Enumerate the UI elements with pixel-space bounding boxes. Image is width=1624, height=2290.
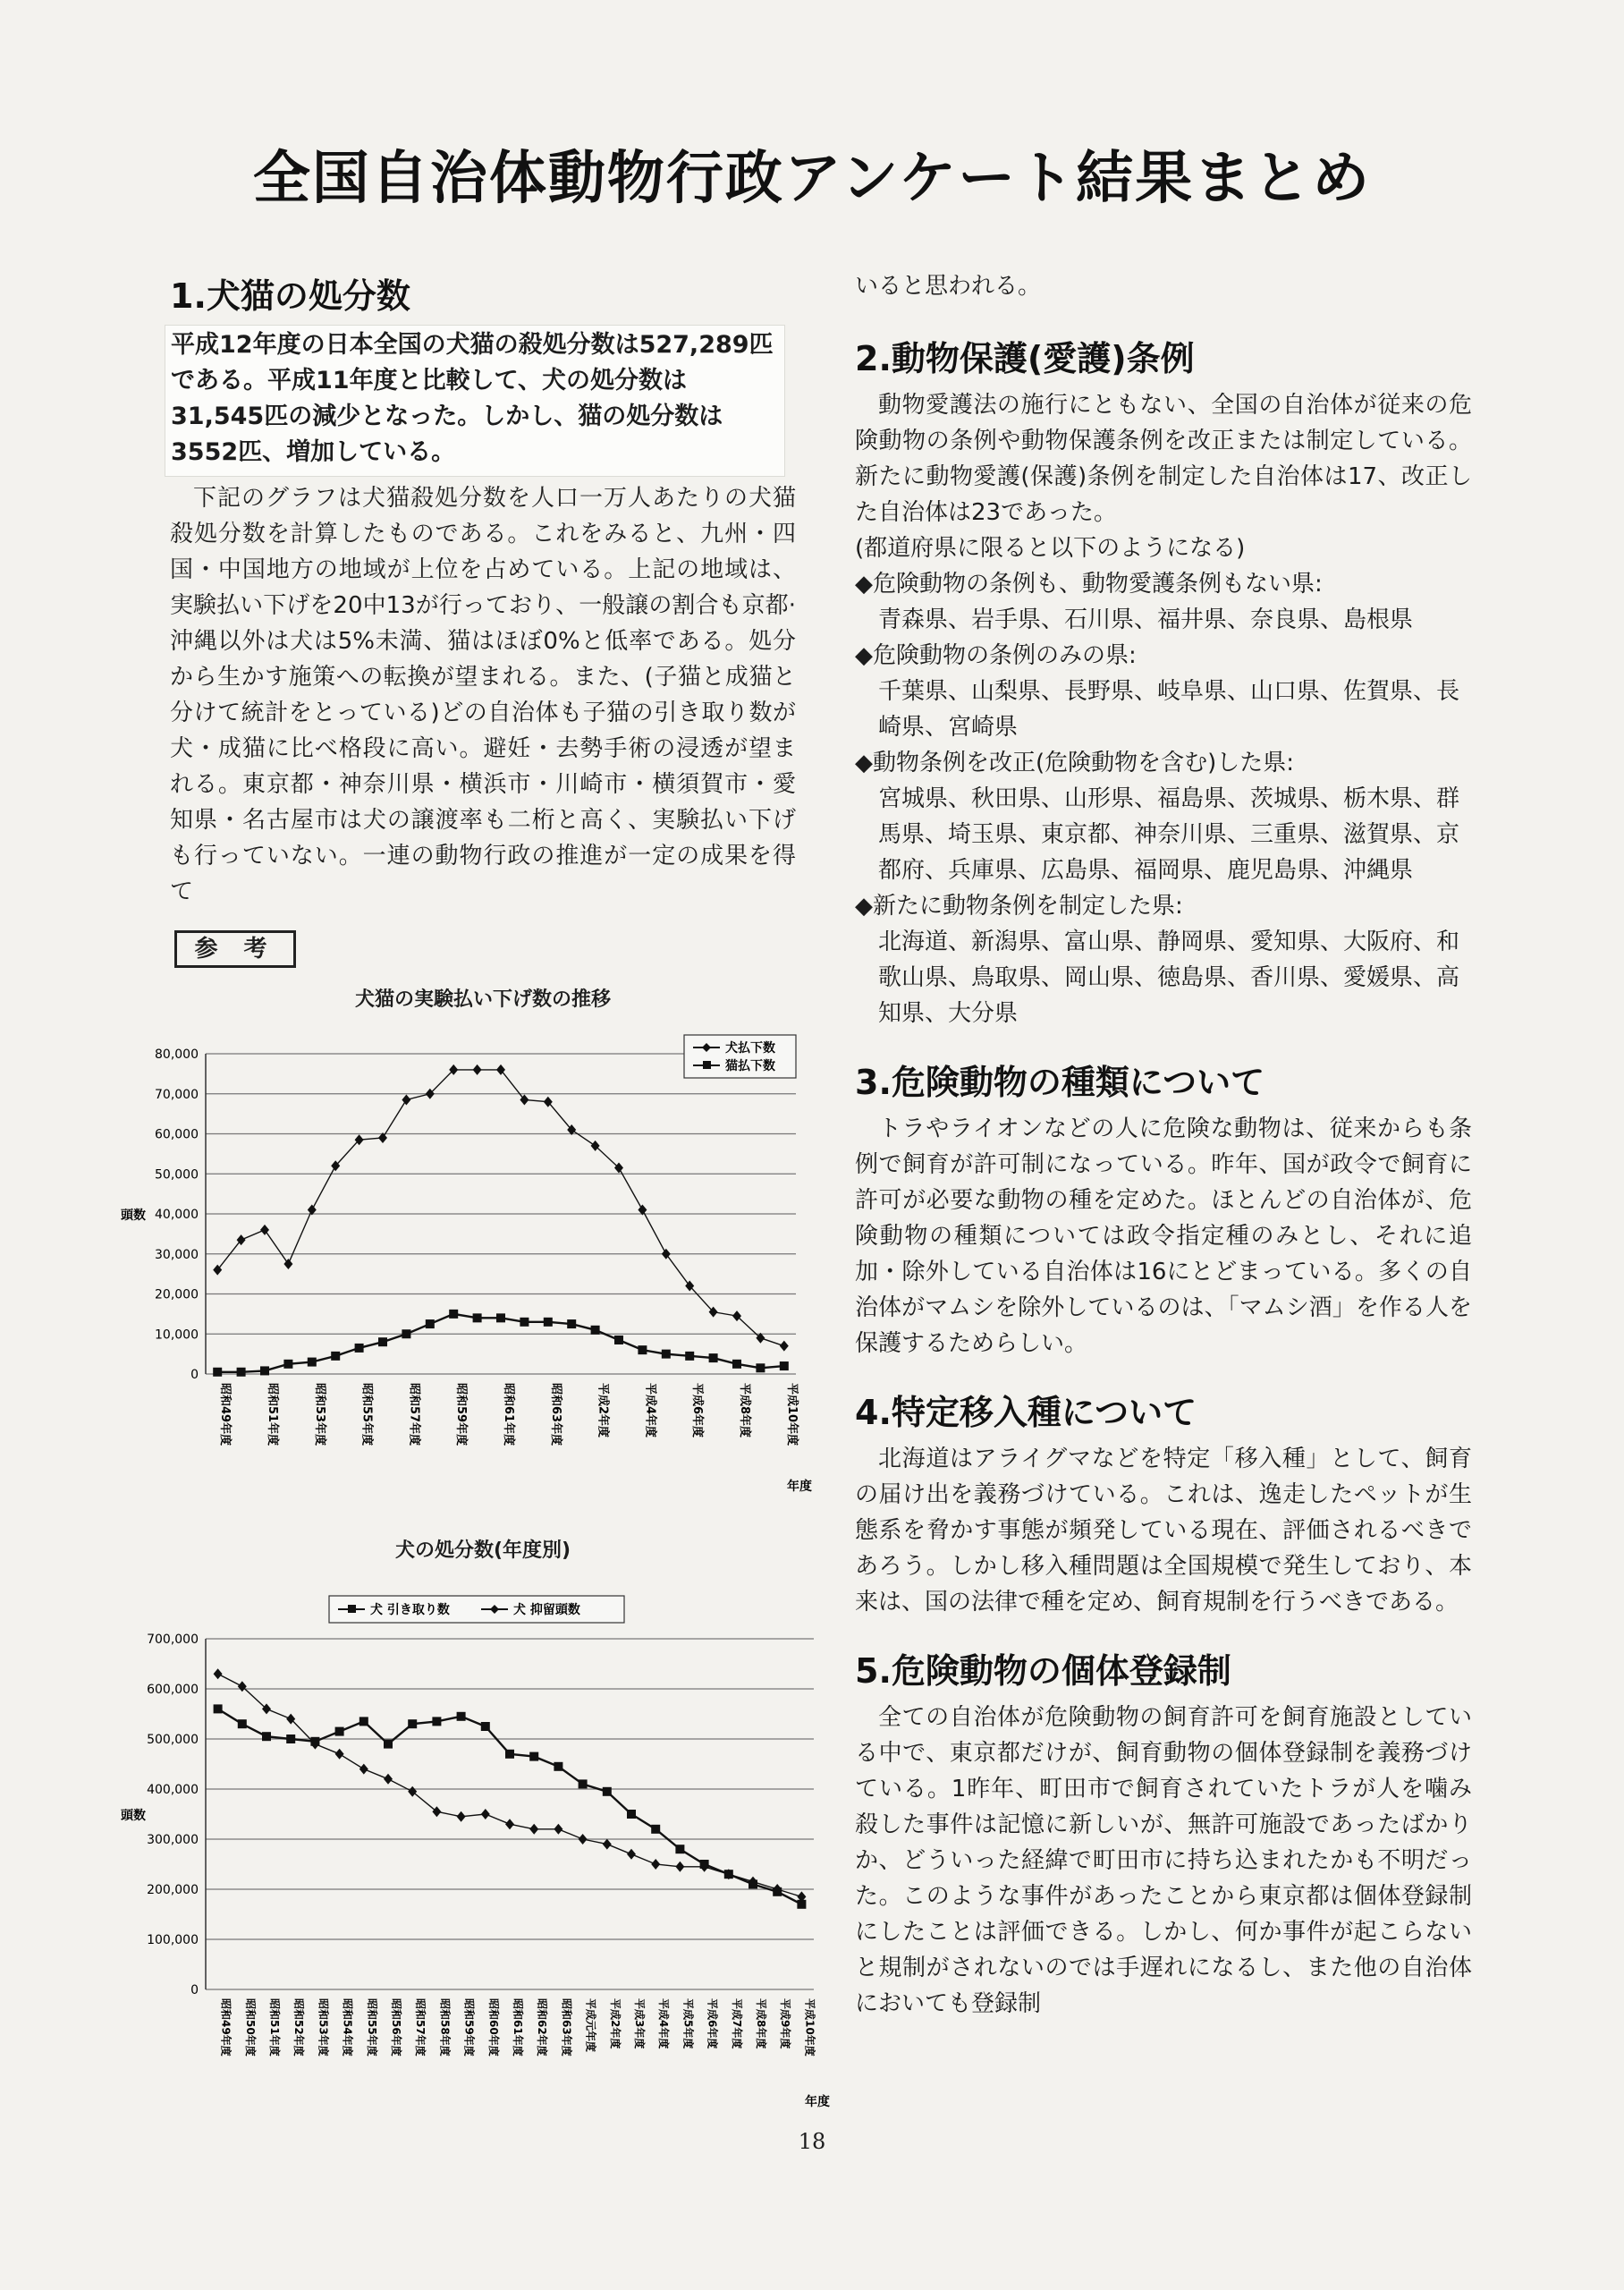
data-point (355, 1344, 364, 1353)
section-4-body: 北海道はアライグマなどを特定「移入種」として、飼育の届け出を義務づけている。これは、逸走したペットが生態系を脅かす事態が頻発している現在、評価されるべきであろう。しかし移入種問題は全国規模で発生しており、本来は、国の法律で種を定め、飼育規制を行うべきである。 (855, 1446, 1472, 1616)
data-point (685, 1352, 694, 1361)
data-point (651, 1859, 660, 1870)
data-point (481, 1809, 490, 1819)
x-tick-label: 昭和49年度 (218, 1383, 233, 1446)
y-tick-label: 60,000 (155, 1127, 199, 1142)
section-2 (855, 331, 1472, 1031)
data-point (662, 1350, 671, 1359)
data-point (529, 1824, 538, 1835)
y-tick-label: 10,000 (155, 1327, 199, 1343)
data-point (496, 1313, 505, 1322)
x-tick-label: 平成6年度 (706, 1998, 719, 2049)
y-tick-label: 700,000 (147, 1633, 199, 1647)
legend-label: 犬 抑留頭数 (513, 1603, 580, 1617)
data-point (402, 1094, 410, 1105)
x-tick-label: 昭和52年度 (292, 1998, 306, 2057)
y-tick-label: 70,000 (155, 1087, 199, 1102)
data-point (238, 1719, 247, 1728)
data-point (359, 1717, 368, 1726)
data-point (283, 1360, 292, 1369)
data-point (432, 1806, 441, 1817)
x-tick-label: 昭和55年度 (359, 1383, 374, 1446)
x-tick-label: 昭和59年度 (454, 1383, 469, 1446)
x-tick-label: 平成9年度 (779, 1998, 792, 2049)
group-label: ◆新たに動物条例を制定した県: (855, 893, 1183, 920)
x-tick-label: 昭和51年度 (266, 1383, 279, 1446)
data-point (473, 1313, 482, 1322)
data-point (384, 1740, 393, 1749)
data-point (359, 1764, 368, 1775)
data-point (384, 1774, 393, 1785)
section-1-body: 下記のグラフは犬猫殺処分数を人口一万人あたりの犬猫殺処分数を計算したものである。これをみると、九州・四国・中国地方の地域が上位を占めている。上記の地域は、実験払い下げを20中13が行っており、一般譲の割合も京都·沖縄以外は犬は5%未満、猫はほぼ0%と低率である。処分から生かす施策への転換が望まれる。また、(子猫と成猫と分けて統計をとっている)どの自治体も子猫の引き取り数が犬・成猫に比べ格段に高い。避妊・去勢手術の浸透が望まれる。東京都・神奈川県・横浜市・川崎市・横須賀市・愛知県・名古屋市は犬の譲渡率も二桁と高く、実験払い下げも行っていない。一連の動物行政の推進が一定の成果を得て (170, 485, 796, 905)
y-tick-label: 80,000 (155, 1047, 199, 1062)
legend (329, 1596, 624, 1623)
x-tick-label: 昭和53年度 (317, 1998, 330, 2057)
data-point (675, 1862, 684, 1872)
group-label: ◆危険動物の条例のみの県: (855, 642, 1137, 669)
chart-1-title: 犬猫の実験払い下げ数の推移 (354, 988, 611, 1011)
y-tick-label: 0 (190, 1983, 199, 1997)
x-tick-label: 平成3年度 (633, 1998, 646, 2049)
x-tick-label: 昭和57年度 (407, 1383, 421, 1446)
x-tick-label: 平成10年度 (803, 1998, 816, 2057)
x-tick-label: 昭和62年度 (536, 1998, 549, 2057)
chart-2 (107, 1583, 830, 2120)
data-point (378, 1337, 387, 1346)
data-point (520, 1318, 529, 1327)
data-point (426, 1319, 435, 1328)
x-tick-label: 昭和57年度 (414, 1998, 427, 2057)
x-tick-label: 昭和50年度 (243, 1998, 257, 2057)
x-axis-label: 年度 (805, 2095, 830, 2109)
x-tick-label: 昭和56年度 (390, 1998, 402, 2057)
legend-marker (703, 1061, 711, 1069)
data-point (579, 1779, 588, 1788)
data-point (614, 1336, 623, 1344)
x-tick-label: 昭和54年度 (341, 1998, 354, 2057)
right-column (855, 268, 1472, 2045)
group-items: 千葉県、山梨県、長野県、岐阜県、山口県、佐賀県、長崎県、宮崎県 (878, 678, 1460, 741)
x-tick-label: 昭和61年度 (502, 1383, 515, 1446)
group-items: 宮城県、秋田県、山形県、福島県、茨城県、栃木県、群馬県、埼玉県、東京都、神奈川県、三重県、滋賀県、京都府、兵庫県、広島県、福岡県、鹿児島県、沖縄県 (878, 785, 1460, 884)
data-point (603, 1839, 612, 1850)
page-title: 全国自治体動物行政アンケート結果まとめ (252, 146, 1372, 212)
data-point (481, 1722, 490, 1731)
data-point (457, 1712, 466, 1721)
series-line (218, 1674, 802, 1896)
y-axis-label: 頭数 (121, 1209, 146, 1223)
section-2-intro: 動物愛護法の施行にともない、全国の自治体が従来の危険動物の条例や動物保護条例を改正または制定している。新たに動物愛護(保護)条例を制定した自治体は17、改正した自治体は23であった。 (855, 392, 1472, 526)
data-point (567, 1319, 576, 1328)
page-number: 18 (798, 2129, 826, 2154)
data-point (505, 1819, 514, 1829)
y-tick-label: 100,000 (147, 1933, 199, 1947)
data-point (308, 1358, 317, 1367)
section-1-heading: 1.犬猫の処分数 (170, 276, 410, 316)
group-label: ◆動物条例を改正(危険動物を含む)した県: (855, 750, 1295, 776)
data-point (627, 1810, 636, 1819)
section-2-note: (都道府県に限ると以下のようになる) (855, 535, 1246, 562)
data-point (286, 1734, 295, 1743)
data-point (554, 1762, 562, 1771)
section-3 (855, 1055, 1472, 1361)
data-point (335, 1727, 344, 1736)
x-tick-label: 昭和53年度 (312, 1383, 326, 1446)
data-point (591, 1326, 600, 1335)
y-axis-label: 頭数 (121, 1809, 146, 1823)
x-tick-label: 平成5年度 (681, 1998, 695, 2049)
data-point (457, 1811, 466, 1822)
x-tick-label: 昭和55年度 (365, 1998, 378, 2057)
x-tick-label: 昭和60年度 (486, 1998, 500, 2057)
x-tick-label: 昭和61年度 (512, 1998, 524, 2057)
data-point (402, 1329, 410, 1338)
x-tick-label: 昭和59年度 (462, 1998, 476, 2057)
data-point (603, 1787, 612, 1796)
data-point (709, 1353, 718, 1362)
y-tick-label: 400,000 (147, 1783, 199, 1797)
data-point (262, 1732, 271, 1741)
section-5 (855, 1643, 1472, 2022)
legend-marker (348, 1605, 356, 1613)
y-tick-label: 500,000 (147, 1733, 199, 1747)
data-point (505, 1750, 514, 1759)
section-4-heading: 4.特定移入種について (855, 1393, 1197, 1432)
data-point (732, 1360, 741, 1369)
x-tick-label: 平成8年度 (738, 1383, 751, 1438)
data-point (780, 1341, 789, 1352)
x-tick-label: 昭和63年度 (560, 1998, 573, 2057)
x-tick-label: 平成6年度 (690, 1383, 705, 1438)
data-point (579, 1834, 588, 1845)
section-5-heading: 5.危険動物の個体登録制 (855, 1651, 1231, 1691)
data-point (432, 1717, 441, 1726)
data-point (627, 1849, 636, 1860)
section-3-heading: 3.危険動物の種類について (855, 1063, 1265, 1102)
data-point (335, 1749, 344, 1760)
data-point (780, 1361, 789, 1370)
section-1-summary: 平成12年度の日本全国の犬猫の殺処分数は527,289匹である。平成11年度と比較して、犬の処分数は31,545匹の減少となった。しかし、猫の処分数は3552匹、増加している。 (165, 325, 785, 477)
data-point (214, 1704, 223, 1713)
data-point (213, 1368, 222, 1377)
section-4 (855, 1385, 1472, 1620)
legend-label: 犬払下数 (725, 1041, 775, 1056)
data-point (473, 1064, 482, 1075)
x-tick-label: 平成2年度 (608, 1998, 622, 2049)
x-tick-label: 昭和58年度 (438, 1998, 452, 2057)
data-point (237, 1368, 246, 1377)
y-tick-label: 0 (190, 1368, 199, 1382)
y-tick-label: 300,000 (147, 1833, 199, 1847)
series-line (217, 1314, 784, 1372)
data-point (544, 1318, 553, 1327)
data-point (638, 1345, 647, 1354)
x-tick-label: 平成元年度 (584, 1998, 597, 2053)
y-tick-label: 50,000 (155, 1167, 199, 1183)
data-point (408, 1786, 417, 1797)
data-point (331, 1352, 340, 1361)
legend-label: 猫払下数 (725, 1059, 775, 1073)
group-label: ◆危険動物の条例も、動物愛護条例もない県: (855, 571, 1323, 598)
data-point (262, 1703, 271, 1714)
x-tick-label: 昭和63年度 (548, 1383, 562, 1446)
y-tick-label: 20,000 (155, 1287, 199, 1302)
section-3-body: トラやライオンなどの人に危険な動物は、従来からも条例で飼育が許可制になっている。昨年、国が政令で飼育に許可が必要な動物の種を定めた。ほとんどの自治体が、危険動物の種類については政令指定種のみとし、それに追加・除外している自治体は16にとどまっている。多くの自治体がマムシを除外しているのは、「マムシ酒」を作る人を保護するためらしい。 (855, 1115, 1472, 1357)
data-point (529, 1752, 538, 1761)
x-tick-label: 平成4年度 (657, 1998, 671, 2049)
chart-1 (107, 1029, 823, 1494)
x-tick-label: 平成8年度 (755, 1998, 767, 2049)
left-column (170, 268, 796, 910)
data-point (408, 1719, 417, 1728)
data-point (260, 1366, 269, 1375)
legend-label: 犬 引き取り数 (370, 1603, 450, 1617)
x-tick-label: 平成7年度 (730, 1998, 743, 2049)
section-5-body: 全ての自治体が危険動物の飼育許可を飼育施設としている中で、東京都だけが、飼育動物の個体登録制を義務づけている。1昨年、町田市で飼育されていたトラが人を噛み殺した事件は記憶に新しいが、無許可施設であったばかりか、どういった経緯で町田市に持ち込まれたかも不明だった。このような事件があったことから東京都は個体登録制にしたことは評価できる。しかし、何か事件が起こらないと規制がされないのでは手遅れになるし、また他の自治体においても登録制 (855, 1704, 1472, 2017)
section-1-continued: いると思われる。 (855, 273, 1042, 300)
y-tick-label: 30,000 (155, 1247, 199, 1262)
group-items: 青森県、岩手県、石川県、福井県、奈良県、島根県 (878, 606, 1414, 633)
data-point (214, 1668, 223, 1679)
reference-label: 参 考 (174, 930, 296, 968)
y-tick-label: 600,000 (147, 1683, 199, 1697)
series-line (218, 1709, 802, 1904)
x-axis-label: 年度 (787, 1480, 812, 1494)
data-point (651, 1825, 660, 1834)
data-point (238, 1681, 247, 1692)
x-tick-label: 平成2年度 (596, 1383, 610, 1438)
x-tick-label: 平成4年度 (643, 1383, 657, 1438)
x-tick-label: 昭和49年度 (219, 1998, 233, 2057)
x-tick-label: 昭和51年度 (268, 1998, 281, 2057)
data-point (554, 1824, 562, 1835)
data-point (449, 1310, 458, 1319)
data-point (675, 1845, 684, 1853)
chart-2-title: 犬の処分数(年度別) (394, 1539, 571, 1562)
group-items: 北海道、新潟県、富山県、静岡県、愛知県、大阪府、和歌山県、鳥取県、岡山県、徳島県、香川県、愛媛県、高知県、大分県 (878, 929, 1460, 1027)
x-tick-label: 平成10年度 (784, 1383, 799, 1446)
y-tick-label: 200,000 (147, 1883, 199, 1897)
data-point (756, 1363, 765, 1372)
legend (684, 1035, 796, 1078)
series-line (217, 1070, 784, 1346)
section-2-heading: 2.動物保護(愛護)条例 (855, 339, 1195, 378)
y-tick-label: 40,000 (155, 1208, 199, 1222)
